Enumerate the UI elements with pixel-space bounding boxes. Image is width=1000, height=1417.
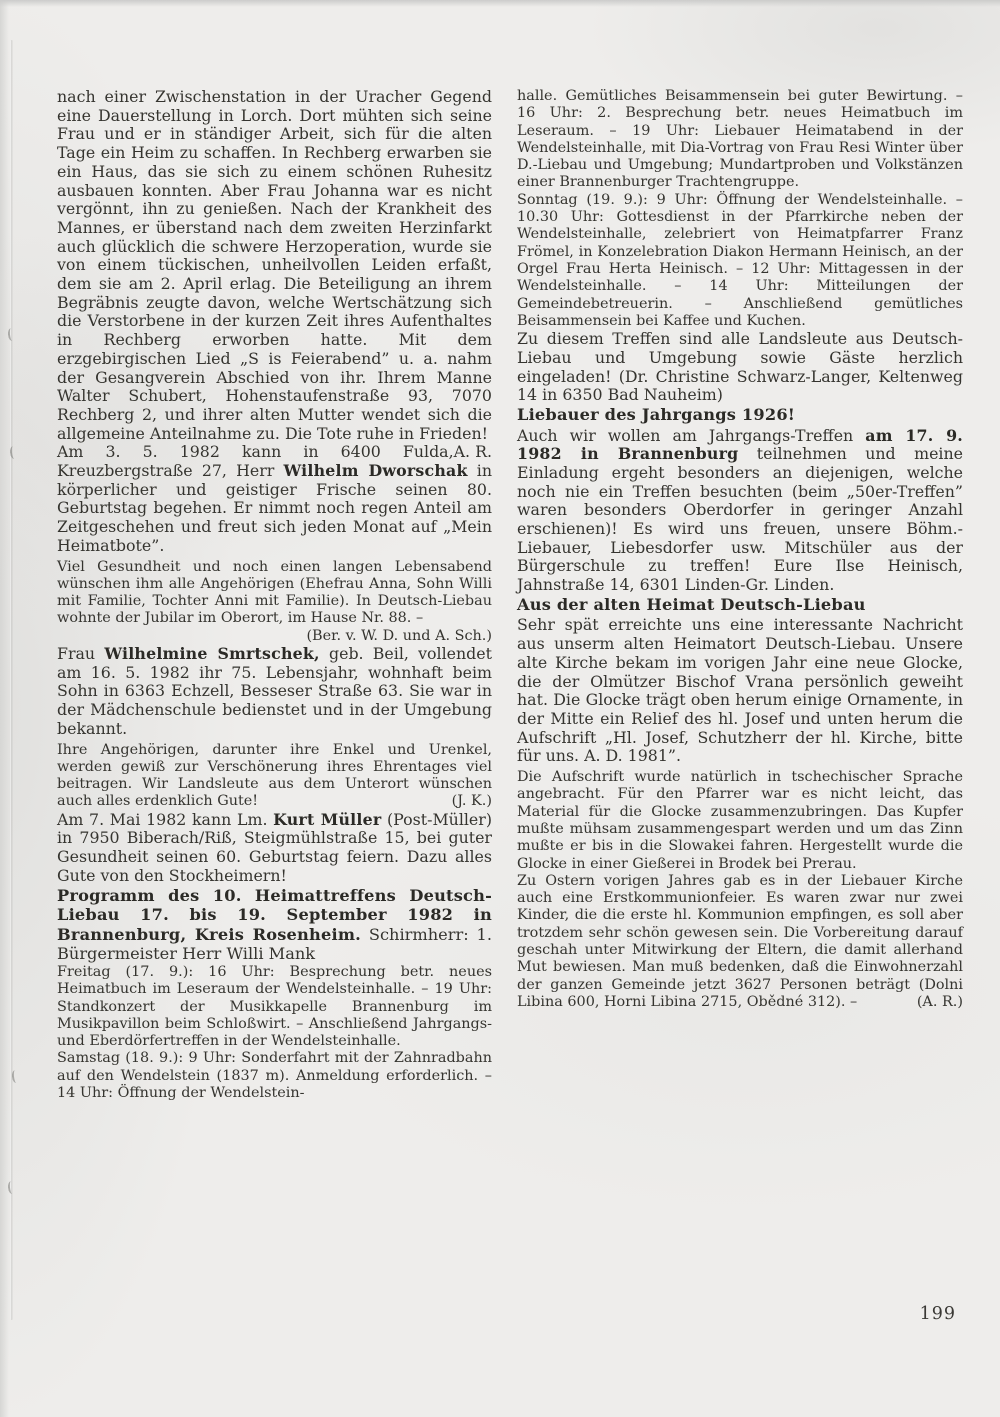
column-left	[57, 88, 492, 1102]
bold-text: am 17. 9. 1982 in Brannenburg	[517, 425, 963, 464]
text-run: Auch wir wollen am Jahrgangs-Treffen	[517, 425, 866, 445]
greetings-smrtschek-family	[57, 742, 492, 811]
text-run: Sehr spät erreichte uns eine interessante Nachricht aus unserm alten Heimatort Deutsch-Liebau. Unsere alte Kirche bekam im vorigen Jahr eine neue Glocke, die der Olmützer Bischof Vrana persönlich geweiht hat. Die Glocke trägt oben herum einige Ornamente, in der Mitte ein Relief des hl. Josef und unten herum die Aufschrift „Hl. Josef, Schutzherr der hl. Kirche, bitte für uns. A. D. 1981”.	[517, 615, 963, 766]
text-run: Freitag (17. 9.): 16 Uhr: Besprechung betr. neues Heimatbuch im Leseraum der Wendelsteinhalle. – 19 Uhr: Standkonzert der Musikkapelle Brannenburg im Musikpavillon beim Schloßwirt. – Anschließend Jahrgangs- und Eberdörfertreffen in der Wendelsteinhalle.	[57, 963, 492, 1050]
page-content	[57, 88, 963, 1102]
alte-heimat-glocke	[517, 616, 963, 766]
program-samstag	[57, 1050, 492, 1102]
margin-mark-icon	[7, 1181, 17, 1195]
bold-text: Programm des 10. Heimattreffens Deutsch-Liebau 17. bis 19. September 1982 in Brannenburg, Kreis Rosenheim.	[57, 885, 492, 944]
signature: (J. K.)	[451, 793, 492, 810]
text-run: geb. Beil, vollendet am 16. 5. 1982 ihr 75. Lebensjahr, wohnhaft beim Sohn in 6363 Echzell, Besseser Straße 63. Sie war in der Mädchenschule bedienstet und in der Umgebung bekannt.	[57, 644, 492, 738]
text-run: teilnehmen und meine Einladung ergeht besonders an diejenigen, welche noch nie ein Treffen besuchten (beim „50er-Treffen” waren besonders Oberdorfer in geringer Anzahl erschienen)! Es wird uns freuen, unsere Böhm.-Liebauer, Liebesdorfer usw. Mitschüler aus der Bürgerschule zu treffen! Eure Ilse Heinisch, Jahnstraße 14, 6301 Linden-Gr. Linden.	[517, 444, 963, 595]
text-run: Am 7. Mai 1982 kann Lm.	[57, 809, 274, 829]
text-run: Ihre Angehörigen, darunter ihre Enkel und Urenkel, werden gewiß zur Verschönerung ihres Ehrentages viel beitragen. Wir Landsleute aus dem Unterort wünschen auch alles erdenklich Gute!	[57, 741, 492, 810]
program-freitag	[57, 964, 492, 1050]
text-run: Viel Gesundheit und noch einen langen Lebensabend wünschen ihm alle Angehörigen (Ehefrau Anna, Sohn Willi mit Familie, Tochter Anni mit Familie). In Deutsch-Liebau wohnte der Jubilar im Oberort, im Hause Nr. 88. –	[57, 558, 492, 627]
text-run: nach einer Zwischenstation in der Uracher Gegend eine Dauerstellung in Lorch. Dort mühten sich seine Frau und er in ständiger Arbeit, sich für die alten Tage ein Heim zu schaffen. In Rechberg erwarben sie ein Haus, das sie sich zu einem schönen Ruhesitz ausbauen konnten. Aber Frau Johanna war es nicht vergönnt, ihn zu genießen. Nach der Krankheit des Mannes, er überstand nach dem zweiten Herzinfarkt auch glücklich die schwere Herzoperation, wurde sie von einem tückischen, unheilvollen Leiden erfaßt, dem sie am 2. April erlag. Die Beteiligung an ihrem Begräbnis zeugte davon, welche Wertschätzung sich die Verstorbene in der kurzen Zeit ihres Aufenthaltes in Rechberg erworben hatte. Mit dem erzgebirgischen Lied „S is Feierabend” u. a. nahm der Gesangverein Abschied von ihr. Ihrem Manne Walter Schubert, Hohenstaufenstraße 93, 7070 Rechberg 2, und ihrer alten Mutter wendet sich die allgemeine Anteilnahme zu. Die Tote ruhe in Frieden!	[57, 87, 492, 443]
text-run: Samstag (18. 9.): 9 Uhr: Sonderfahrt mit der Zahnradbahn auf den Wendelstein (1837 m). Anmeldung erforderlich. – 14 Uhr: Öffnung der Wendelstein-	[57, 1050, 492, 1102]
program-samstag-continued	[517, 88, 963, 192]
bold-text: Wilhelmine Smrtschek,	[104, 644, 320, 664]
page-crease	[10, 40, 13, 1320]
heading-alte-heimat	[517, 595, 963, 615]
birthday-wilhelmine-smrtschek	[57, 645, 492, 739]
heading-programm-heimattreffen	[57, 886, 492, 964]
column-right	[517, 88, 963, 1102]
text-run: Die Aufschrift wurde natürlich in tschechischer Sprache angebracht. Für den Pfarrer war es nicht leicht, das Material für die Glocke zusammenzubringen. Das Kupfer mußte mühsam zusammengespart werden und um das Zinn mußte er bis in die Slowakei fahren. Hergestellt wurde die Glocke in einer Gießerei in Brodek bei Prerau.	[517, 769, 963, 872]
margin-mark-icon	[9, 446, 19, 460]
glocke-details	[517, 769, 963, 873]
text-run: in körperlicher und geistiger Frische seinen 80. Geburtstag begehen. Er nimmt noch regen Anteil am Zeitgeschehen und freut sich jeden Monat auf „Mein Heimatbote”.	[57, 461, 493, 555]
bold-text: Liebauer des Jahrgangs 1926!	[517, 404, 796, 424]
invitation-treffen	[517, 330, 963, 405]
birthday-wilhelm-dworschak	[57, 443, 492, 555]
margin-mark-icon	[11, 1070, 21, 1084]
signature: A. R.	[453, 442, 492, 462]
greetings-dworschak-family	[57, 559, 492, 645]
heading-jahrgang-1926	[517, 405, 963, 425]
bold-text: Aus der alten Heimat Deutsch-Liebau	[517, 594, 866, 614]
bold-text: Wilhelm Dworschak	[283, 461, 468, 481]
page-number: 199	[919, 1304, 956, 1324]
text-run: Zu diesem Treffen sind alle Landsleute aus Deutsch-Liebau und Umgebung sowie Gäste herzlich eingeladen! (Dr. Christine Schwarz-Langer, Keltenweg 14 in 6350 Bad Nauheim)	[517, 329, 963, 405]
program-sonntag	[517, 192, 963, 330]
margin-mark-icon	[7, 328, 17, 342]
text-run: Am 3. 5. 1982 kann in 6400 Fulda, Kreuzbergstraße 27, Herr	[57, 442, 454, 481]
text-run: Zu Ostern vorigen Jahres gab es in der Liebauer Kirche auch eine Erstkommunionfeier. Es waren zwar nur zwei Kinder, die die erste hl. Kommunion empfingen, es soll aber trotzdem sehr schön gewesen sein. Die Vorbereitung darauf geschah unter Mitwirkung der Eltern, die damit allerhand Mut bewiesen. Man muß bedenken, daß die Einwohnerzahl der ganzen Gemeinde jetzt 3627 Personen beträgt (Dolni Libina 600, Horni Libina 2715, Obědné 312). –	[517, 872, 963, 1010]
bold-text: Kurt Müller	[273, 809, 382, 829]
text-run: Schirmherr: 1. Bürgermeister Herr Willi Mank	[57, 924, 492, 964]
jahrgang-1926-text	[517, 427, 963, 595]
signature: (A. R.)	[916, 993, 963, 1010]
signature-line: (Ber. v. W. D. und A. Sch.)	[306, 627, 492, 644]
birthday-kurt-mueller	[57, 811, 492, 886]
text-run: Frau	[57, 644, 105, 664]
text-run: (Post-Müller) in 7950 Biberach/Riß, Steigmühlstraße 15, bei guter Gesundheit seinen 60. Geburtstag feiern. Dazu alles Gute von den Stockheimern!	[57, 809, 492, 885]
text-run: halle. Gemütliches Beisammensein bei guter Bewirtung. – 16 Uhr: 2. Besprechung betr. neues Heimatbuch im Leseraum. – 19 Uhr: Liebauer Heimatabend in der Wendelsteinhalle, mit Dia-Vortrag von Frau Resi Winter über D.-Liebau und Umgebung; Mundartproben und Volkstänzen einer Brannenburger Trachtengruppe.	[517, 88, 963, 191]
erstkommunion-bericht	[517, 873, 963, 1011]
text-run: Sonntag (19. 9.): 9 Uhr: Öffnung der Wendelsteinhalle. – 10.30 Uhr: Gottesdienst in der Pfarrkirche neben der Wendelsteinhalle, zelebriert von Heimatpfarrer Franz Frömel, in Konzelebration Diakon Hermann Heinisch, an der Orgel Frau Herta Heinisch. – 12 Uhr: Mittagessen in der Wendelsteinhalle. – 14 Uhr: Mitteilungen der Gemeindebetreuerin. – Anschließend gemütliches Beisammensein bei Kaffee und Kuchen.	[517, 191, 963, 329]
